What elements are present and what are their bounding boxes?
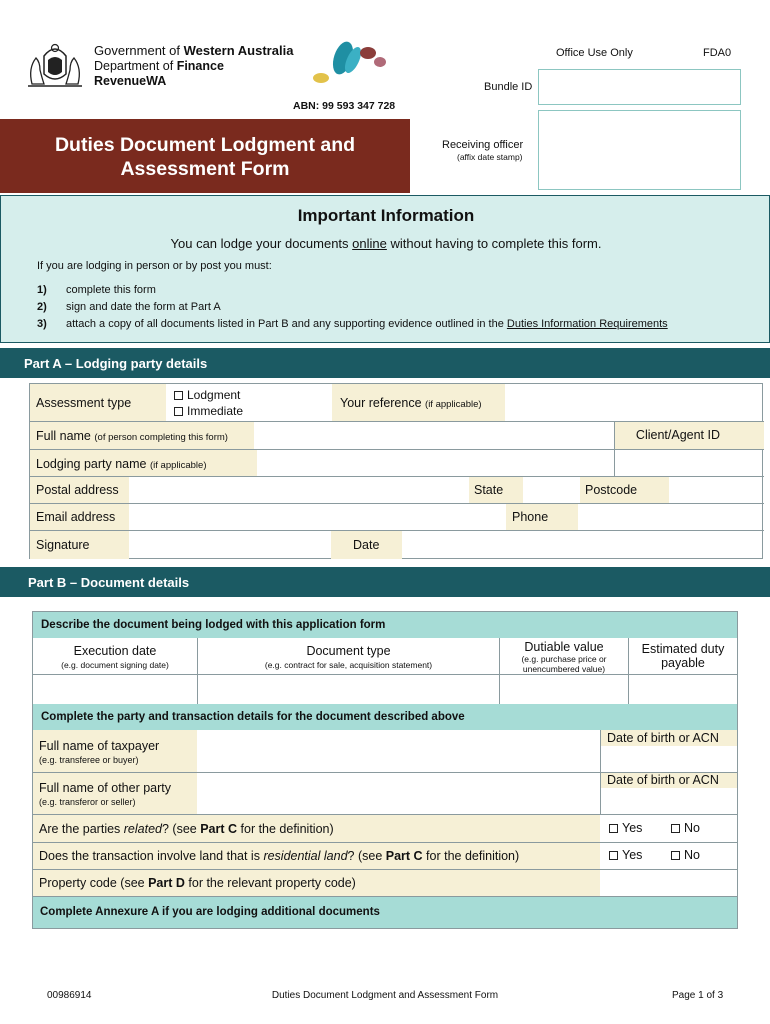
state-field[interactable] <box>523 476 580 503</box>
related-question-text: Are the parties related? (see Part C for the definition) <box>39 822 334 836</box>
assessment-type-options <box>174 387 243 419</box>
state-label: State <box>474 483 504 497</box>
lodgment-checkbox[interactable]: Lodgment <box>174 387 243 403</box>
dutiable-value-label: Dutiable value <box>524 640 604 654</box>
form-title-line2: Assessment Form <box>120 158 290 180</box>
postcode-label: Postcode <box>585 483 638 497</box>
document-type-note: (e.g. contract for sale, acquisition statement) <box>264 660 433 670</box>
estimated-duty-label1: Estimated duty <box>641 642 725 656</box>
land-yes-checkbox[interactable]: Yes <box>609 848 642 862</box>
bundle-id-field[interactable] <box>538 69 741 105</box>
dutiable-value-note1: (e.g. purchase price or <box>521 654 607 664</box>
abn: ABN: 99 593 347 728 <box>293 100 396 112</box>
important-info-heading: Important Information <box>297 206 475 225</box>
duties-info-requirements-link[interactable]: Duties Information Requirements <box>506 318 668 330</box>
gov-name: Government of Western Australia <box>94 43 294 58</box>
describe-text: Describe the document being lodged with this application form <box>41 619 386 631</box>
taxpayer-dob-acn-label: Date of birth or ACN <box>607 731 719 745</box>
full-name-cell <box>30 421 254 449</box>
form-title-banner <box>0 119 410 193</box>
part-b-table <box>32 611 738 929</box>
email-address-field[interactable] <box>129 503 506 530</box>
assessment-type-cell <box>30 384 166 421</box>
in-person-text: If you are lodging in person or by post you must: <box>37 260 272 272</box>
client-agent-id-cell <box>615 421 764 449</box>
bundle-id-label: Bundle ID <box>484 81 533 93</box>
online-link[interactable]: online <box>352 236 387 251</box>
your-reference-cell <box>332 384 505 421</box>
related-yes-checkbox[interactable]: Yes <box>609 821 642 835</box>
email-address-label: Email address <box>36 510 116 524</box>
immediate-checkbox[interactable]: Immediate <box>174 403 243 419</box>
postcode-cell <box>580 476 669 503</box>
dept-name: Department of Finance <box>94 59 224 73</box>
document-type-label: Document type <box>306 644 391 658</box>
phone-cell <box>506 503 578 530</box>
related-question-cell <box>33 815 600 842</box>
execution-date-field[interactable] <box>33 674 197 704</box>
full-name-label: Full name (of person completing this form) <box>36 429 228 443</box>
client-agent-id-label: Client/Agent ID <box>635 428 720 442</box>
part-a-header <box>0 348 770 378</box>
full-name-field[interactable] <box>254 421 614 449</box>
your-reference-label: Your reference (if applicable) <box>340 396 482 410</box>
important-info-panel <box>0 195 770 343</box>
list-item: 2) sign and date the form at Part A <box>37 301 221 313</box>
list-item: 1) complete this form <box>37 284 156 296</box>
assessment-type-label: Assessment type <box>36 396 132 410</box>
lodge-online-text: You can lodge your documents online without having to complete this form. <box>170 236 602 251</box>
signature-label: Signature <box>36 538 90 552</box>
dutiable-value-field[interactable] <box>500 674 628 704</box>
land-question-cell <box>33 842 600 869</box>
postcode-field[interactable] <box>669 476 764 503</box>
lodging-party-cell <box>30 449 257 476</box>
taxpayer-dob-acn-field[interactable] <box>600 746 737 772</box>
estimated-duty-field[interactable] <box>629 674 737 704</box>
other-party-field[interactable] <box>198 772 600 814</box>
form-code: FDA0 <box>703 47 732 59</box>
signature-cell <box>30 530 129 559</box>
taxpayer-field[interactable] <box>198 730 600 772</box>
other-party-dob-acn-label: Date of birth or ACN <box>607 773 719 787</box>
agency-name: RevenueWA <box>94 74 167 88</box>
steps-list <box>37 282 668 333</box>
date-label: Date <box>353 538 380 552</box>
date-cell <box>331 530 402 559</box>
postal-address-cell <box>30 476 129 503</box>
lodging-party-field[interactable] <box>257 449 614 476</box>
estimated-duty-label2: payable <box>661 656 705 670</box>
property-code-field[interactable] <box>600 869 737 896</box>
property-code-cell <box>33 869 600 896</box>
taxpayer-cell <box>33 730 197 772</box>
other-party-cell <box>33 772 197 814</box>
taxpayer-label: Full name of taxpayer <box>39 739 160 753</box>
describe-band <box>33 612 737 638</box>
part-a-table <box>29 383 763 559</box>
other-party-dob-acn-field[interactable] <box>600 788 737 814</box>
property-code-text: Property code (see Part D for the relevant property code) <box>39 876 356 890</box>
your-reference-field[interactable] <box>505 384 764 421</box>
signature-field[interactable] <box>129 530 331 559</box>
document-type-field[interactable] <box>198 674 499 704</box>
footer-page-number: Page 1 of 3 <box>672 990 724 1001</box>
annexure-text: Complete Annexure A if you are lodging additional documents <box>40 906 380 918</box>
complete-party-band <box>33 704 737 730</box>
related-no-checkbox[interactable]: No <box>671 821 700 835</box>
part-b-heading: Part B – Document details <box>28 575 190 590</box>
receiving-officer-label: Receiving officer <box>442 139 524 151</box>
state-cell <box>469 476 523 503</box>
execution-date-label: Execution date <box>73 644 157 658</box>
lodging-party-label: Lodging party name (if applicable) <box>36 457 207 471</box>
taxpayer-note: (e.g. transferee or buyer) <box>39 755 139 765</box>
client-agent-id-field[interactable] <box>615 449 764 476</box>
other-party-dob-acn-cell <box>600 772 737 788</box>
phone-field[interactable] <box>578 503 764 530</box>
date-field[interactable] <box>402 530 764 559</box>
phone-label: Phone <box>512 510 549 524</box>
footer-form-code: 00986914 <box>47 990 92 1001</box>
footer-title: Duties Document Lodgment and Assessment Form <box>271 990 499 1001</box>
document-type-header <box>198 638 499 674</box>
dutiable-value-header <box>500 638 628 674</box>
receiving-officer-note: (affix date stamp) <box>457 152 523 162</box>
postal-address-label: Postal address <box>36 483 119 497</box>
list-item: 3) attach a copy of all documents listed in Part B and any supporting evidence outlined in the Duties Information Requirements <box>37 318 668 330</box>
annexure-band <box>33 897 737 928</box>
office-use-label: Office Use Only <box>556 47 633 59</box>
other-party-note: (e.g. transferor or seller) <box>39 797 136 807</box>
execution-date-header <box>33 638 197 674</box>
complete-party-text: Complete the party and transaction details for the document described above <box>41 711 465 723</box>
form-title-line1: Duties Document Lodgment and <box>54 134 356 156</box>
taxpayer-dob-acn-cell <box>600 730 737 746</box>
postal-address-field[interactable] <box>129 476 469 503</box>
email-address-cell <box>30 503 129 530</box>
land-question-text: Does the transaction involve land that is residential land? (see Part C for the definition) <box>39 849 520 863</box>
land-no-checkbox[interactable]: No <box>671 848 700 862</box>
wa-crest-icon <box>22 40 88 90</box>
dutiable-value-note2: unencumbered value) <box>522 664 606 674</box>
part-b-header <box>0 567 770 597</box>
part-a-heading: Part A – Lodging party details <box>24 356 208 371</box>
execution-date-note: (e.g. document signing date) <box>61 660 169 670</box>
revenuewa-logo-icon <box>310 38 394 88</box>
receiving-officer-stamp-box[interactable] <box>538 110 741 190</box>
estimated-duty-header <box>629 638 737 674</box>
other-party-label: Full name of other party <box>39 781 172 795</box>
